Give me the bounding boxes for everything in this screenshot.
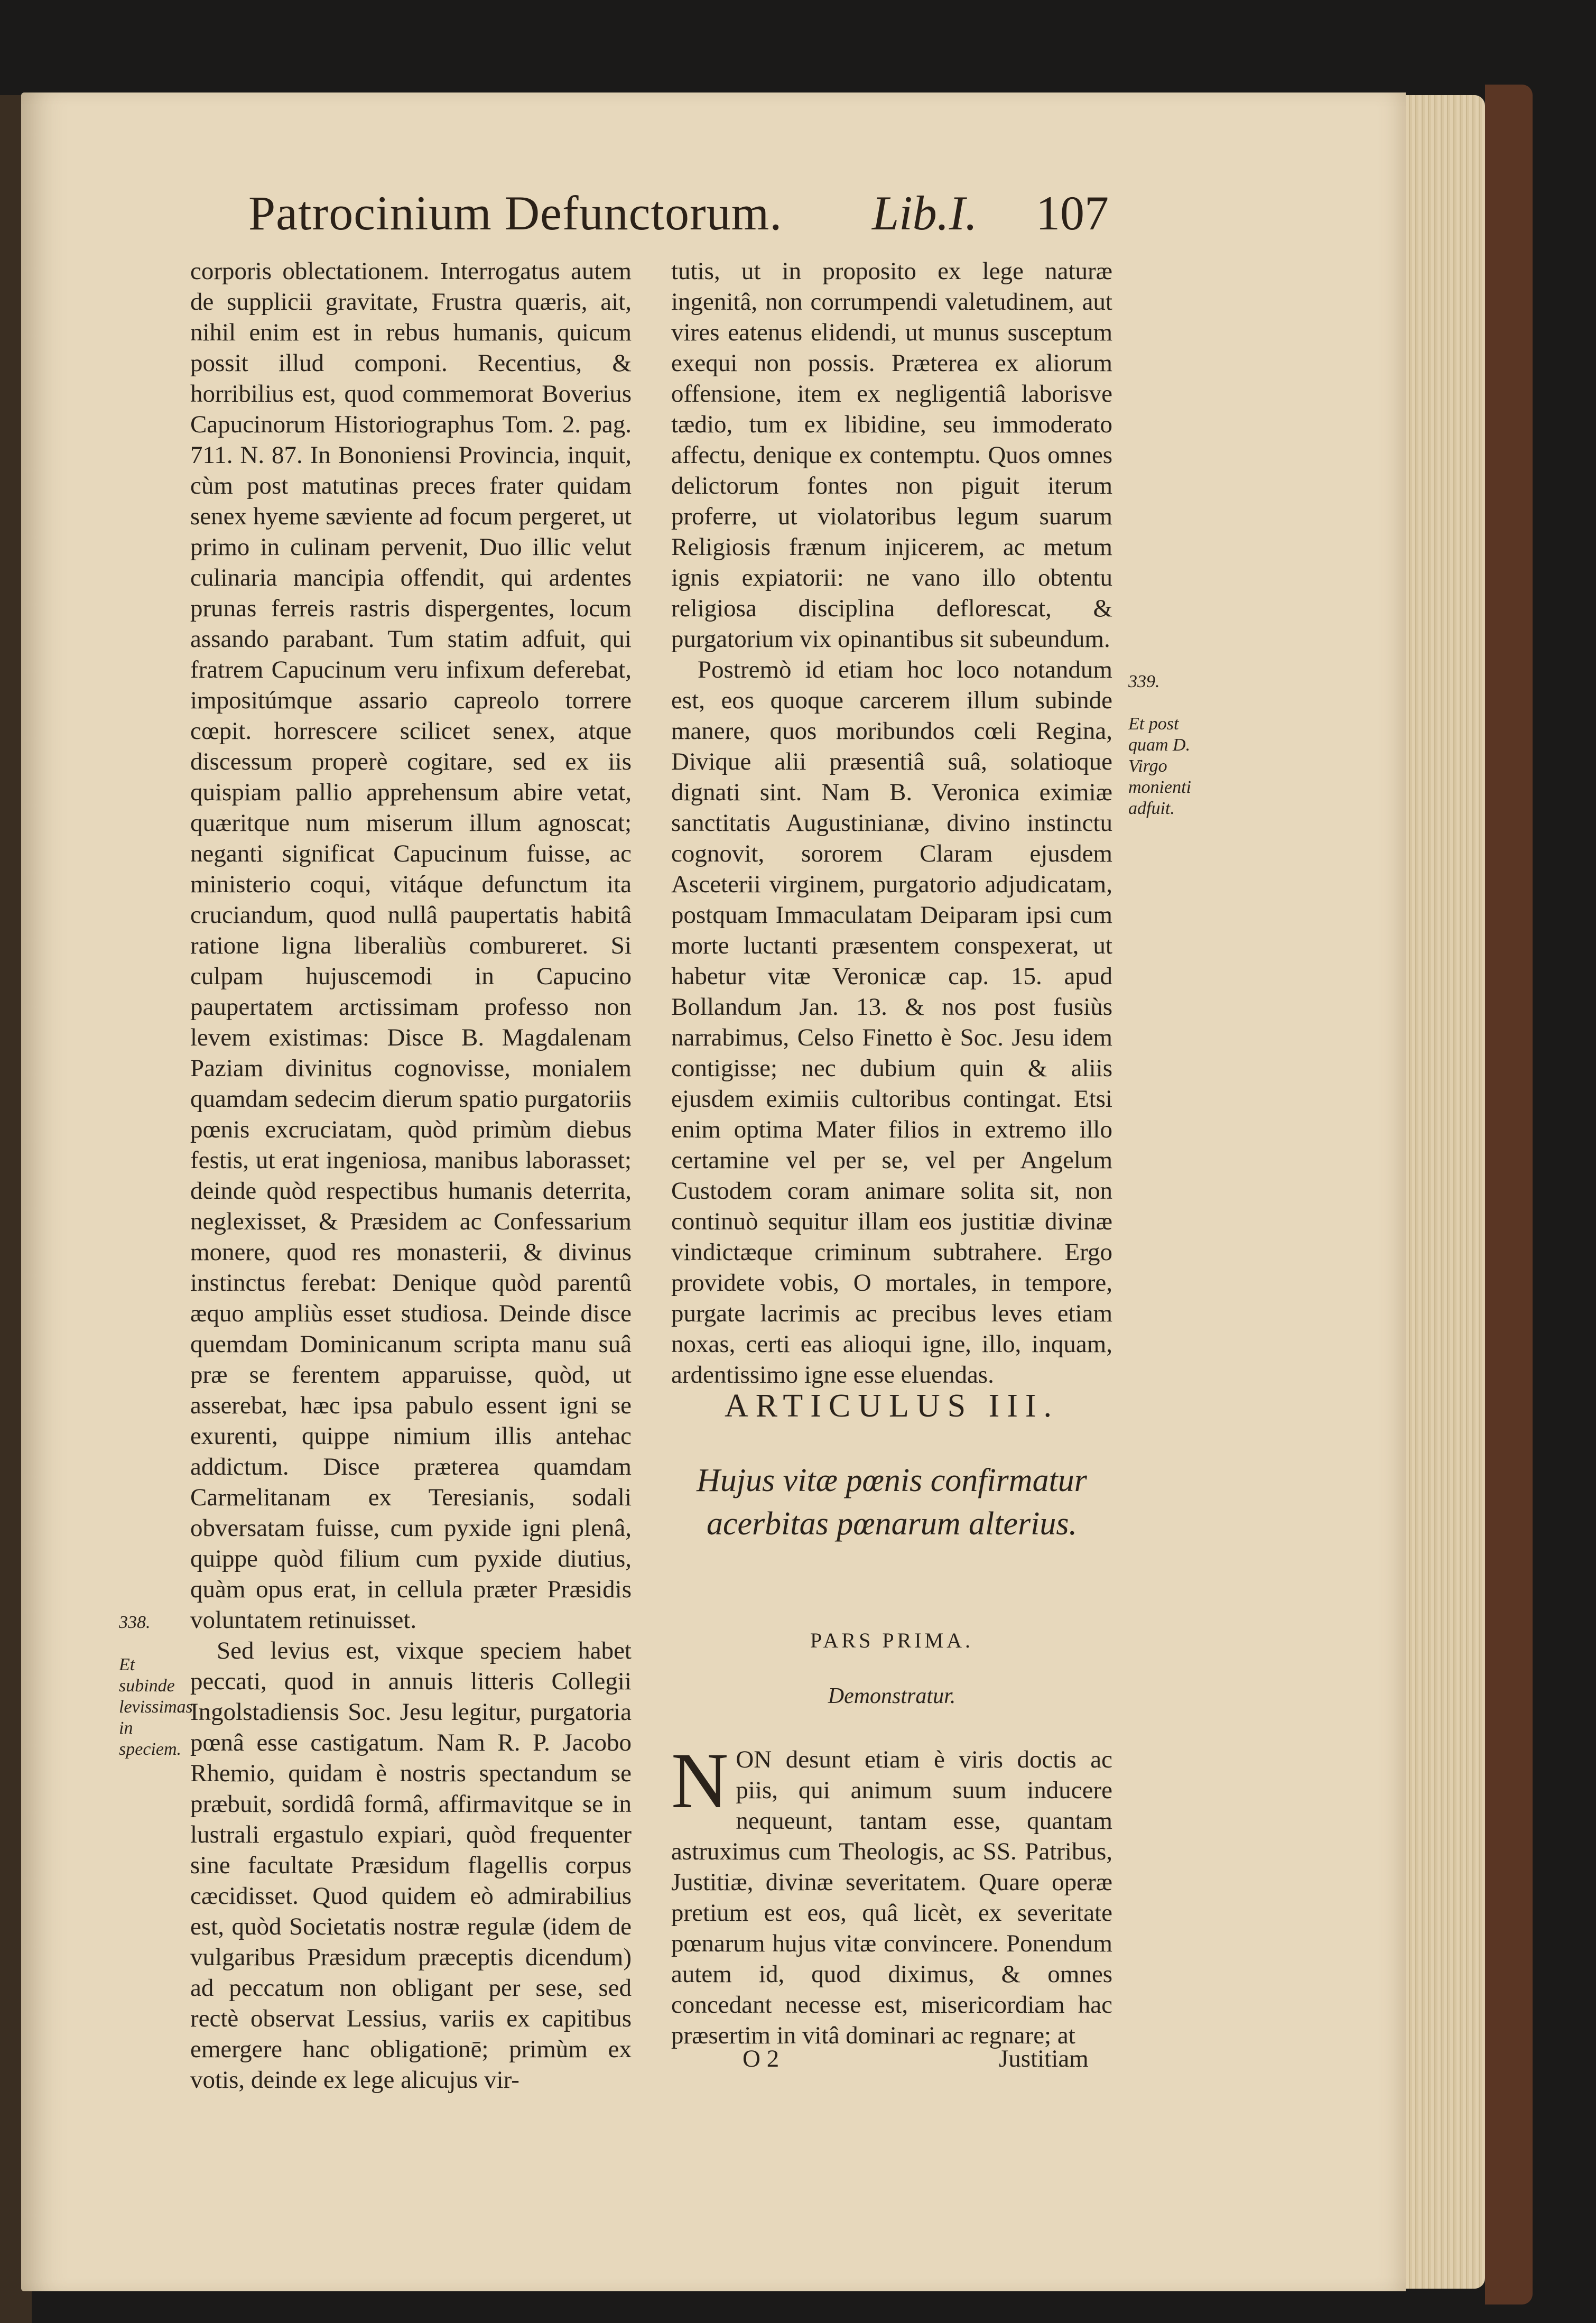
catchword: Justitiam	[999, 2045, 1089, 2072]
final-paragraph	[671, 1737, 1112, 2051]
book-binding	[1485, 85, 1533, 2305]
left-column-paragraph-1: corporis oblectationem. Interrogatus autem de supplicii gravitate, Frustra quæris, ait, nihil enim est in rebus humanis, quicum possit illud componi. Recentius, & horribilius est, quod commemorat Boverius Capucinorum Historiographus Tom. 2. pag. 711. N. 87. In Bononiensi Provincia, inquit, cùm post matutinas preces frater quidam senex hyeme sæviente ad focum pergeret, ut primo in culinam pervenit, Duo illic velut culinaria mancipia offendit, qui ardentes prunas ferreis rastris dispergentes, locum assando parabant. Tum statim adfuit, qui fratrem Capucinum veru infixum deferebat, impositúmque assario capreolo torrere cœpit. horrescere scilicet senex, atque discessum properè cogitare, sed ex iis quispiam pallio apprehensum abire vetat, quæritque num miserum illum agnoscat; neganti significat Capucinum fuisse, ac ministerio coqui, vitáque defunctum ita cruciandum, quod nullâ paupertatis habitâ ratione ligna liberaliùs combureret. Si culpam hujuscemodi in Capucino paupertatem arctissimam professo non levem existimas: Disce B. Magdalenam Paziam divinitus cognovisse, monialem quamdam sedecim dierum spatio purgatoriis pœnis excruciatam, quòd primùm diebus festis, ut erat ingeniosa, manibus laborasset; deinde quòd respectibus humanis deterrita, neglexisset, & Præsidem ac Confessarium monere, quod res monasterii, & divinus instinctus ferebat: Denique quòd parentû æquo ampliùs esset studiosa. Deinde disce quemdam Dominicanum scripta manu suâ præ se ferentem apparuisse, quòd, ut asserebat, hæc ipsa pabulo essent igni se exurenti, quippe nimium illis antehac addictum. Disce præterea quamdam Carmelitanam ex Teresianis, sodali obversatam fuisse, cum pyxide igni plenâ, quippe quòd filium cum pyxide diutius, quàm opus erat, in cellula præter Præsidis voluntatem retinuisset.	[190, 257, 632, 1634]
left-column-paragraph-2: Sed levius est, vixque speciem habet peccati, quod in annuis litteris Collegii Ingolstadiensis Soc. Jesu legitur, purgatoria pœnâ esse castigatum. Nam R. P. Jacobo Rhemio, quidam è nostris spectandum se præbuit, sordidâ formâ, affirmavitque se in lustrali ergastulo expiari, quòd frequenter sine facultate Præsidum flagellis corpus cæcidisset. Quod quidem eò admirabilius est, quòd Societatis nostræ regulæ (idem de vulgaribus Præsidum præceptis dicendum) ad peccatum non obligant per sese, sed rectè observat Lessius, variis ex capitibus emergere hanc obligationē; primùm ex votis, deinde ex lege alicujus vir-	[190, 1637, 632, 2094]
page-header	[248, 180, 1136, 254]
right-margin-note	[1128, 650, 1213, 840]
article-heading: ARTICULUS III.	[724, 1388, 1060, 1424]
article-subtitle: Hujus vitæ pœnis confirmatur acerbitas pœnarum alterius.	[697, 1463, 1087, 1542]
signature-mark: O 2	[743, 2045, 780, 2072]
right-column-paragraph-2: Postremò id etiam hoc loco notandum est, eos quoque carcerem illum subinde manere, quos moribundos cœli Regina, Divique alii præsentiâ suâ, solatioque dignati sint. Nam B. Veronica eximiæ sanctitatis Augustinianæ, divino instinctu cognovit, sororem Claram ejusdem Asceterii virginem, purgatorio adjudicatam, postquam Immaculatam Deiparam ipsi cum morte luctanti præsentem conspexerat, ut habetur vitæ Veronicæ cap. 15. apud Bollandum Jan. 13. & nos post fusiùs narrabimus, Celso Finetto è Soc. Jesu idem contigisse; nec dubium quin & aliis ejusdem eximiis cultoribus contingat. Etsi enim optima Mater filios in extremo illo certamine vel per se, vel per Angelum Custodem coram animare solita sit, non continuò sequitur illam eos justitiæ divinæ vindictæque criminum subtrahere. Ergo providete vobis, O mortales, in tempore, purgate lacrimis ac precibus leves etiam noxas, certi eas alioqui igne, illo, inquam, ardentissimo igne esse eluendas.	[671, 656, 1112, 1389]
right-column-paragraph-1: tutis, ut in proposito ex lege naturæ ingenitâ, non corrumpendi valetudinem, aut vires eatenus elidendi, ut munus susceptum exequi non possis. Præterea ex aliorum offensione, item ex negligentiâ laborisve tædio, tum ex libidine, seu immoderato affectu, denique ex contemptu. Quos omnes delictorum fontes non piguit iterum proferre, ut violatoribus legum suarum Religiosis frænum injicerem, ac metum ignis expiatorii: ne vano illo obtentu religiosa disciplina deflorescat, & purgatorium vix opinantibus sit subeundum.	[671, 257, 1112, 653]
section-subheading: Demonstratur.	[828, 1684, 956, 1708]
page-edges	[1406, 95, 1485, 2289]
margin-note-number: 339.	[1128, 672, 1160, 691]
left-margin-note	[119, 1591, 193, 1781]
right-column	[671, 256, 1112, 1390]
left-column	[190, 256, 632, 2095]
drop-cap: N	[671, 1737, 729, 1825]
book-reference: Lib.I.	[872, 186, 978, 240]
margin-note-text: Et post quam D. Virgo monienti adfuit.	[1128, 714, 1191, 818]
margin-note-number: 338.	[119, 1613, 151, 1632]
page-number: 107	[1036, 186, 1109, 240]
running-title: Patrocinium Defunctorum.	[248, 186, 783, 240]
margin-note-text: Et subinde levissimas in speciem.	[119, 1655, 193, 1759]
section-label: PARS PRIMA.	[810, 1628, 974, 1652]
final-paragraph-text: ON desunt etiam è viris doctis ac piis, qui animum suum inducere nequeunt, tantam esse, quantam astruximus cum Theologis, ac SS. Patribus, Justitiæ, divinæ severitatem. Quare operæ pretium est eos, quâ licèt, ex severitate pœnarum hujus vitæ convincere. Ponendum autem id, quod diximus, & omnes concedant necesse est, misericordiam hac præsertim in vitâ dominari ac regnare; at	[671, 1746, 1112, 2049]
